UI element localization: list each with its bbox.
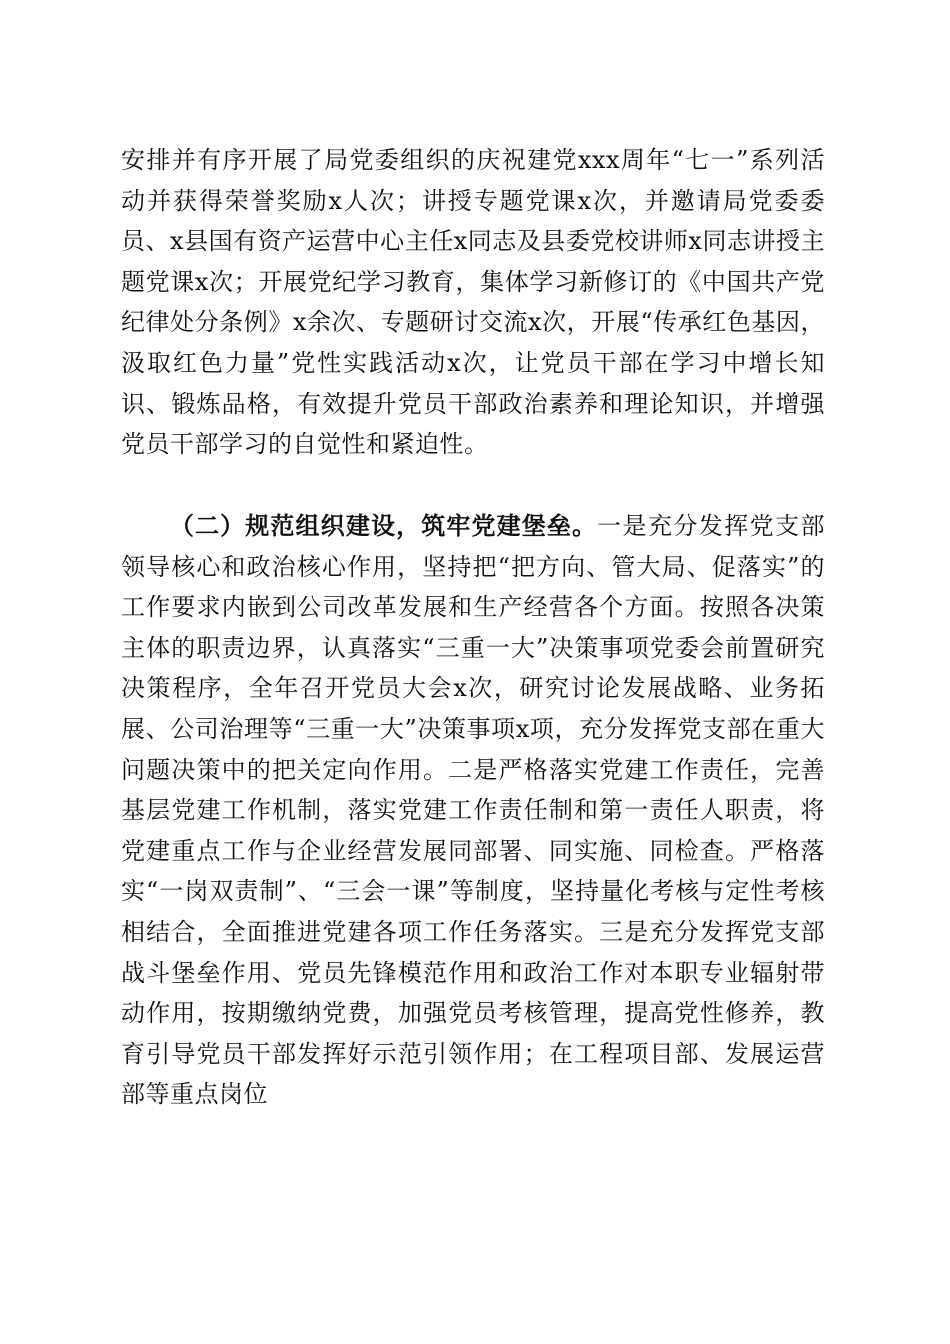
paragraph-1: 安排并有序开展了局党委组织的庆祝建党xxx周年“七一”系列活动并获得荣誉奖励x人次；讲授专题党课x次，并邀请局党委委员、x县国有资产运营中心主任x同志及县委党校讲师x同志讲授主题党课x次；开展党纪学习教育，集体学习新修订的《中国共产党纪律处分条例》x余次、专题研讨交流x次，开展“传承红色基因，汲取红色力量”党性实践活动x次，让党员干部在学习中增长知识、锻炼品格，有效提升党员干部政治素养和理论知识，并增强党员干部学习的自觉性和紧迫性。 xyxy=(121,146,825,459)
section-heading: （二）规范组织建设，筑牢党建堡垒。 xyxy=(169,512,598,540)
paragraph-2 xyxy=(121,506,825,1115)
section-body: 一是充分发挥党支部领导核心和政治核心作用，坚持把“把方向、管大局、促落实”的工作要求内嵌到公司改革发展和生产经营各个方面。按照各决策主体的职责边界，认真落实“三重一大”决策事项党委会前置研究决策程序，全年召开党员大会x次，研究讨论发展战略、业务拓展、公司治理等“三重一大”决策事项x项，充分发挥党支部在重大问题决策中的把关定向作用。二是严格落实党建工作责任，完善基层党建工作机制，落实党建工作责任制和第一责任人职责，将党建重点工作与企业经营发展同部署、同实施、同检查。严格落实“一岗双责制”、“三会一课”等制度，坚持量化考核与定性考核相结合，全面推进党建各项工作任务落实。三是充分发挥党支部战斗堡垒作用、党员先锋模范作用和政治工作对本职专业辐射带动作用，按期缴纳党费，加强党员考核管理，提高党性修养，教育引导党员干部发挥好示范引领作用；在工程项目部、发展运营部等重点岗位 xyxy=(121,512,826,1109)
